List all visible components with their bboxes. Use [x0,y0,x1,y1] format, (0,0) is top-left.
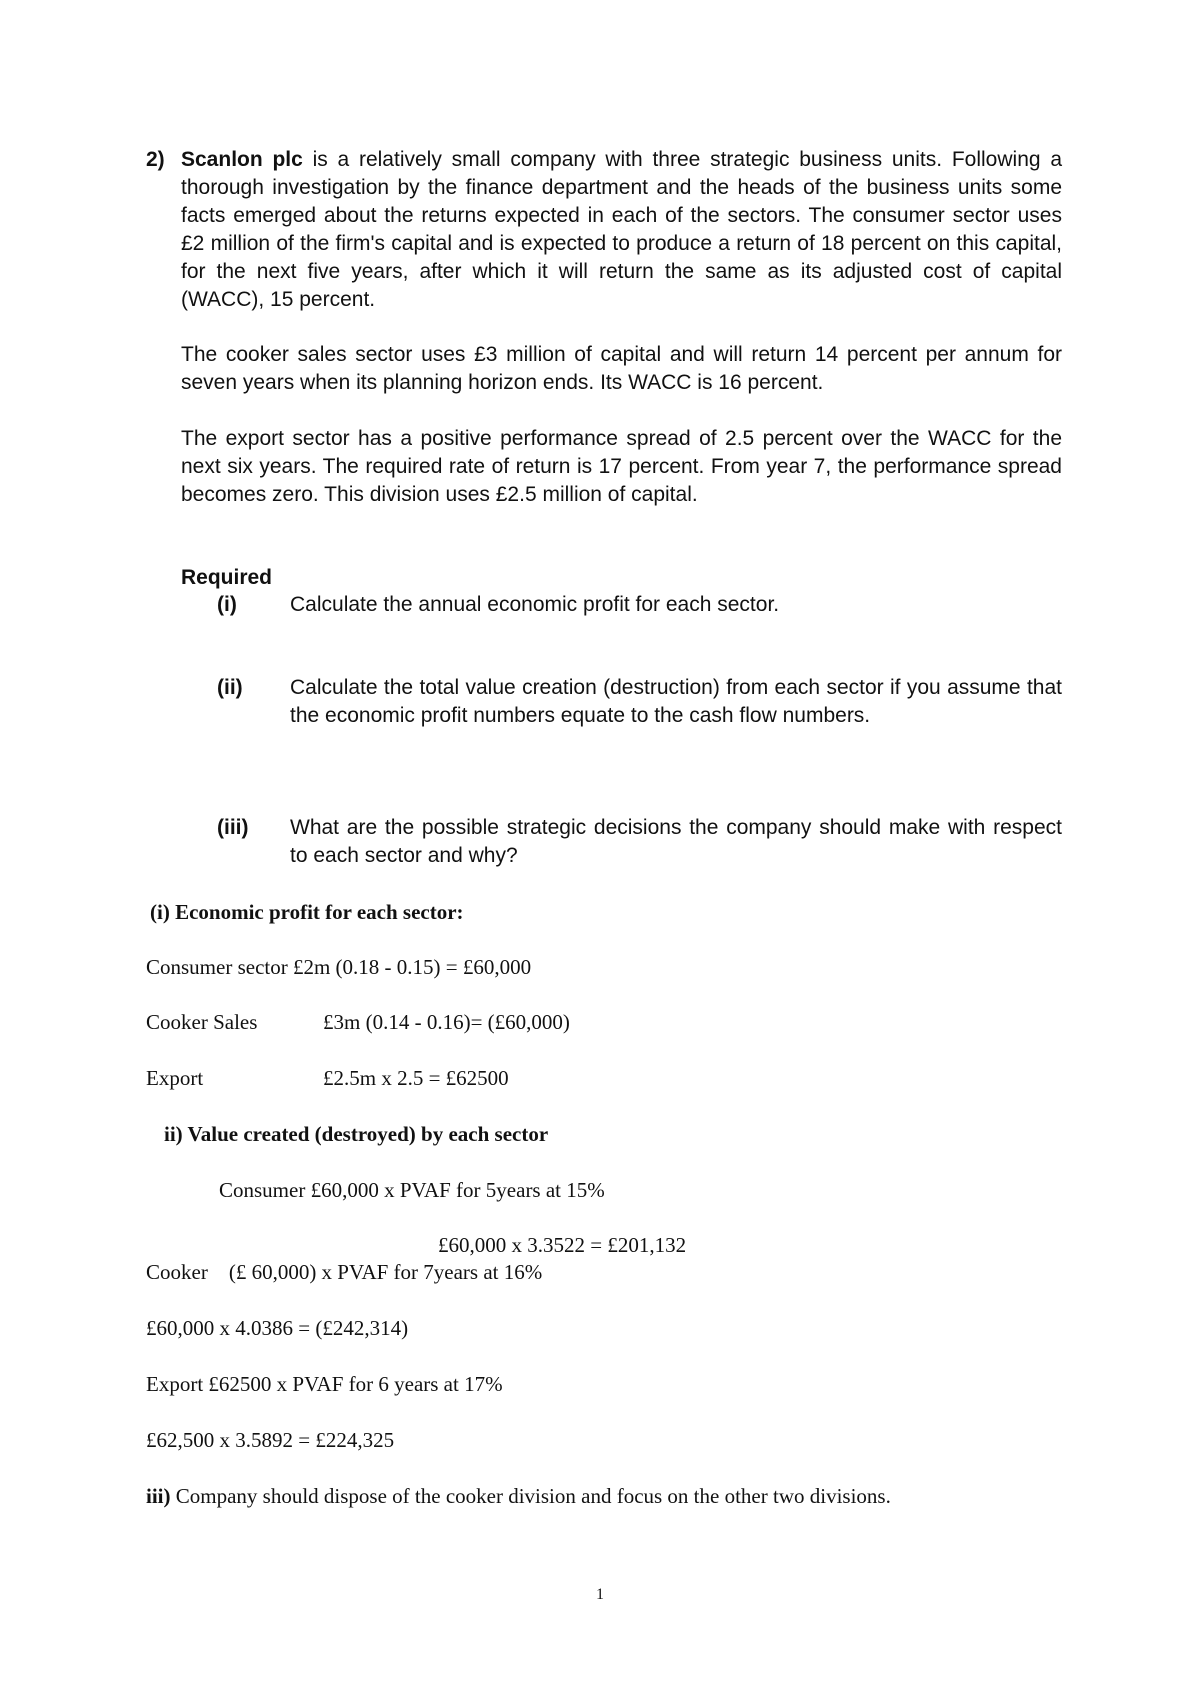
answer-part3 [146,1484,891,1509]
intro-paragraph [181,146,1062,314]
cooker-profit-calc: £3m (0.14 - 0.16)= (£60,000) [323,1010,570,1034]
consumer-value-result: £60,000 x 3.3522 = £201,132 [438,1233,687,1257]
cooker-paragraph: The cooker sales sector uses £3 million of capital and will return 14 percent per annum for seven years when its planning horizon ends. Its WACC is 16 percent. [181,343,1062,394]
item-label: (ii) [217,676,243,699]
question-number: 2) [146,148,165,171]
answer-part3-label: iii) [146,1484,171,1508]
item-label: (iii) [217,816,249,839]
item-text: What are the possible strategic decisions the company should make with respect to each sector and why? [290,816,1062,867]
intro-text: is a relatively small company with three strategic business units. Following a thorough investigation by the finance department and the heads of the business units some facts emerged about the returns expected in each of the sectors. The consumer sector uses £2 million of the firm's capital and is expected to produce a return of 18 percent on this capital, for the next five years, after which it will return the same as its adjusted cost of capital (WACC), 15 percent. [181,148,1062,311]
cooker-value-result: £60,000 x 4.0386 = (£242,314) [146,1316,409,1340]
export-paragraph: The export sector has a positive performance spread of 2.5 percent over the WACC for the next six years. The required rate of return is 17 percent. From year 7, the performance spread becomes zero. This division uses £2.5 million of capital. [181,427,1062,506]
item-label: (i) [217,593,237,616]
export-pvaf-line: Export £62500 x PVAF for 6 years at 17% [146,1372,503,1396]
cooker-label: Cooker Sales [146,1010,258,1034]
required-heading: Required [181,566,273,589]
answer-part1-heading: (i) Economic profit for each sector: [150,900,464,924]
answer-part3-text: Company should dispose of the cooker division and focus on the other two divisions. [175,1484,891,1508]
cooker-pvaf-line: Cooker (£ 60,000) x PVAF for 7years at 16% [146,1260,543,1284]
export-value-result: £62,500 x 3.5892 = £224,325 [146,1428,395,1452]
item-text: Calculate the total value creation (destruction) from each sector if you assume that the economic profit numbers equate to the cash flow numbers. [290,676,1062,727]
item-text: Calculate the annual economic profit for each sector. [290,593,780,616]
page-number: 1 [596,1586,604,1603]
company-name: Scanlon plc [181,148,303,171]
consumer-pvaf-line: Consumer £60,000 x PVAF for 5years at 15% [219,1178,605,1202]
export-profit-calc: £2.5m x 2.5 = £62500 [323,1066,509,1090]
consumer-profit-line: Consumer sector £2m (0.18 - 0.15) = £60,000 [146,955,532,979]
export-label: Export [146,1066,204,1090]
answer-part2-heading: ii) Value created (destroyed) by each sector [164,1122,549,1146]
